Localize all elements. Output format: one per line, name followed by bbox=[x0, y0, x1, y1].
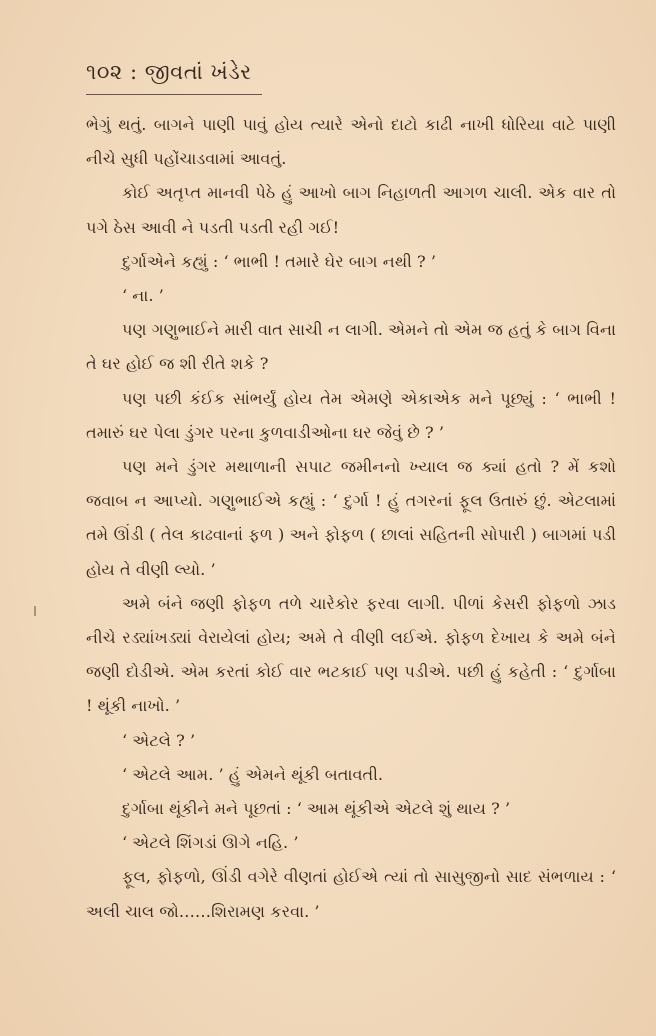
paragraph: દુર્ગાબા થૂંકીને મને પૂછતાં : ‘ આમ થૂંકીએ એટલે શું થાય ? ’ bbox=[122, 799, 511, 819]
paragraph: પણ પછી કંઈક સાંભર્યું હોય તેમ એમણે એકાએક મને પૂછ્યું : ‘ ભાભી ! તમારું ઘર પેલા ડુંગર પરના કુળવાડીઓના ઘર જેવું છે ? ’ bbox=[86, 388, 616, 442]
page-number: ૧૦૨ bbox=[86, 60, 123, 84]
paragraph: ‘ એટલે ? ’ bbox=[122, 730, 196, 750]
paragraph: દુર્ગાએને કહ્યું : ‘ ભાભી ! તમારે ઘેર બાગ નથી ? ’ bbox=[122, 251, 436, 271]
paragraph: ‘ એટલે શિંગડાં ઊગે નહિ. ’ bbox=[122, 833, 299, 853]
margin-mark bbox=[34, 606, 36, 616]
paragraph: ‘ ના. ’ bbox=[122, 286, 164, 306]
paragraph: ફૂલ, ફોફળો, ઊંડી વગેરે વીણતાં હોઈએ ત્યાં તો સાસુજીનો સાદ સંભળાય : ‘ અલી ચાલ જો……શિરામણ કરવા. ’ bbox=[86, 867, 616, 921]
body-text bbox=[86, 108, 616, 929]
running-header bbox=[86, 60, 252, 85]
paragraph: ભેગું થતું. બાગને પાણી પાવું હોય ત્યારે એનો દાટો કાઢી નાખી ધોરિયા વાટે પાણી નીચે સુધી પહોંચાડવામાં આવતું. bbox=[86, 115, 616, 169]
paragraph: કોઈ અતૃપ્ત માનવી પેઠે હું આખો બાગ નિહાળતી આગળ ચાલી. એક વાર તો પગે ઠેસ આવી ને પડતી પડતી રહી ગઈ! bbox=[86, 183, 616, 237]
book-title: જીવતાં ખંડેર bbox=[144, 60, 252, 84]
header-underline bbox=[86, 94, 262, 95]
paragraph: અમે બંને જણી ફોફળ તળે ચારેકોર ફરવા લાગી. પીળાં કેસરી ફોફળો ઝાડ નીચે રડ્યાંખડ્યાં વેરાયેલાં હોય; અમે તે વીણી લઈએ. ફોફળ દેખાય કે અમે બંને જણી દોડીએ. એમ કરતાં કોઈ વાર ભટકાઈ પણ પડીએ. પછી હું કહેતી : ‘ દુર્ગાબા ! થૂંકી નાખો. ’ bbox=[86, 593, 616, 716]
paragraph: ‘ એટલે આમ. ’ હું એમને થૂંકી બતાવતી. bbox=[122, 764, 384, 784]
paragraph: પણ મને ડુંગર મથાળાની સપાટ જમીનનો ખ્યાલ જ ક્યાં હતો ? મેં કશો જવાબ ન આપ્યો. ગણુભાઈએ કહ્યું : ‘ દુર્ગા ! હું તગરનાં ફૂલ ઉતારું છું. એટલામાં તમે ઊંડી ( તેલ કાઢવાનાં ફળ ) અને ફોફળ ( છાલાં સહિતની સોપારી ) બાગમાં પડી હોય તે વીણી લ્યો. ’ bbox=[86, 457, 616, 579]
header-separator: : bbox=[129, 60, 138, 84]
paragraph: પણ ગણુભાઈને મારી વાત સાચી ન લાગી. એમને તો એમ જ હતું કે બાગ વિના તે ઘર હોઈ જ શી રીતે શકે ? bbox=[86, 320, 616, 374]
